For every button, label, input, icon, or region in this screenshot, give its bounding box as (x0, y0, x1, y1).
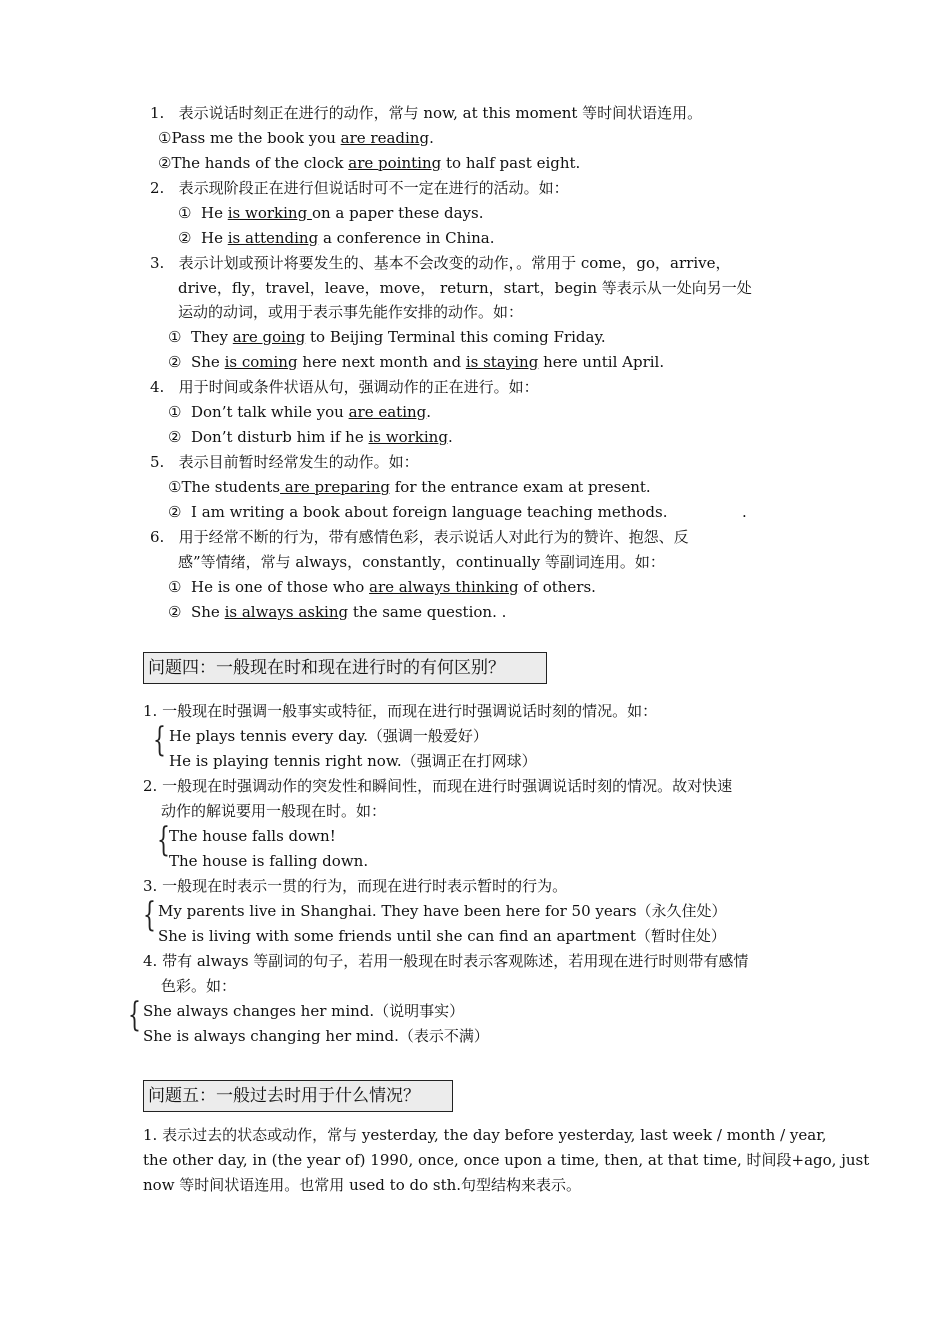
past-tense-usage: 1. 表示过去的状态或动作，常与 yesterday, the day before yesterday, last week / month / year, (143, 1126, 827, 1144)
section-heading: 问题五：一般过去时用于什么情况？ (143, 1080, 453, 1112)
circled-number: ① (168, 578, 182, 596)
underlined-verb: is always asking (224, 603, 349, 621)
example-text: He (201, 204, 228, 222)
example (168, 577, 596, 597)
example-text: the same question. . (348, 603, 507, 621)
usage-5 (150, 452, 419, 472)
underlined-verb: are always thinking (369, 578, 519, 596)
example: She is living with some friends until she can find an apartment（暂时住处） (158, 927, 726, 945)
usage-6 (150, 527, 689, 547)
usage-text: 用于经常不断的行为，带有感情色彩，表示说话人对此行为的赞许、抱怨、反 (178, 528, 689, 546)
example-text: here next month and (297, 353, 466, 371)
contrast-1: 1. 一般现在时强调一般事实或特征，而现在进行时强调说话时刻的情况。如： (143, 702, 658, 720)
example-text: He is one of those who (191, 578, 370, 596)
contrast-3: 3. 一般现在时表示一贯的行为，而现在进行时表示暂时的行为。 (143, 877, 568, 895)
example-text: Pass me the book you (171, 129, 341, 147)
item-number: 1. (150, 104, 165, 122)
example-text: to half past eight. (441, 154, 581, 172)
underlined-verb: is working (368, 428, 448, 446)
example-text: The students (181, 478, 281, 496)
example (168, 327, 606, 347)
underlined-verb: is coming (224, 353, 298, 371)
example-text: to Beijing Terminal this coming Friday. (305, 328, 606, 346)
underlined-verb: are reading (340, 129, 430, 147)
item-number: 2. (150, 179, 165, 197)
example-text: I am writing a book about foreign language teaching methods. (191, 503, 668, 521)
circled-number: ② (168, 353, 182, 371)
past-tense-usage-cont: now 等时间状语连用。也常用 used to do sth.句型结构来表示。 (143, 1176, 582, 1194)
underlined-verb: is attending (227, 229, 319, 247)
example-text: They (191, 328, 233, 346)
brace-icon: { (128, 995, 141, 1035)
circled-number: ① (168, 328, 182, 346)
underlined-verb: is working (227, 204, 312, 222)
usage-3 (150, 253, 731, 273)
example (158, 153, 580, 173)
contrast-4-cont: 色彩。如： (161, 977, 237, 995)
usage-3-cont: 运动的动词，或用于表示事先能作安排的动作。如： (178, 303, 524, 321)
section-heading: 问题四：一般现在时和现在进行时的有何区别？ (143, 652, 547, 684)
example (158, 128, 434, 148)
example (168, 427, 453, 447)
example-text: . (429, 129, 434, 147)
usage-1 (150, 103, 702, 123)
past-tense-usage-cont: the other day, in (the year of) 1990, once, once upon a time, then, at that time, 时间段+ago, just (143, 1151, 870, 1169)
usage-text: 表示目前暂时经常发生的动作。如： (178, 453, 419, 471)
item-number: 6. (150, 528, 165, 546)
example (168, 602, 506, 622)
brace-icon: { (153, 720, 166, 760)
example-text: Don’t disturb him if he (191, 428, 369, 446)
example (178, 228, 495, 248)
brace-icon: { (143, 895, 156, 935)
example (168, 502, 668, 522)
usage-text: 用于时间或条件状语从句，强调动作的正在进行。如： (178, 378, 539, 396)
usage-2 (150, 178, 569, 198)
example-text: He (201, 229, 228, 247)
usage-text: 表示现阶段正在进行但说话时可不一定在进行的活动。如： (178, 179, 569, 197)
example: He plays tennis every day.（强调一般爱好） (169, 727, 488, 745)
contrast-2: 2. 一般现在时强调动作的突发性和瞬间性，而现在进行时强调说话时刻的情况。故对快速 (143, 777, 733, 795)
trailing-dot: . (742, 503, 747, 521)
item-number: 4. (150, 378, 165, 396)
circled-number: ① (168, 478, 182, 496)
item-number: 5. (150, 453, 165, 471)
circled-number: ② (168, 603, 182, 621)
example (168, 477, 651, 497)
example: The house falls down! (169, 827, 336, 845)
example-text: She (191, 353, 225, 371)
usage-text: 表示说话时刻正在进行的动作，常与 now, at this moment 等时间状语连用。 (178, 104, 703, 122)
underlined-verb: are eating (348, 403, 427, 421)
circled-number: ② (158, 154, 172, 172)
example: The house is falling down. (169, 852, 369, 870)
example-text: here until April. (538, 353, 665, 371)
example (178, 203, 484, 223)
contrast-4: 4. 带有 always 等副词的句子，若用一般现在时表示客观陈述，若用现在进行时则带有感情 (143, 952, 749, 970)
example-text: for the entrance exam at present. (389, 478, 651, 496)
usage-3-cont: drive，fly，travel，leave，move， return，start，begin 等表示从一处向另一处 (178, 279, 752, 297)
underlined-verb: are preparing (280, 478, 390, 496)
usage-text: 表示计划或预计将要发生的、基本不会改变的动作，。常用于 come，go，arrive， (178, 254, 731, 272)
circled-number: ① (178, 204, 192, 222)
example-text: . (426, 403, 432, 421)
circled-number: ① (168, 403, 182, 421)
example-text: The hands of the clock (171, 154, 349, 172)
example-text: . (447, 428, 453, 446)
example: She always changes her mind.（说明事实） (143, 1002, 465, 1020)
underlined-verb: are pointing (348, 154, 442, 172)
example (168, 352, 664, 372)
example (168, 402, 431, 422)
example-text: on a paper these days. (311, 204, 484, 222)
circled-number: ① (158, 129, 172, 147)
circled-number: ② (168, 428, 182, 446)
circled-number: ② (168, 503, 182, 521)
usage-6-cont: 感”等情绪，常与 always，constantly，continually 等副词连用。如： (178, 553, 665, 571)
example-text: She (191, 603, 225, 621)
underlined-verb: are going (232, 328, 306, 346)
example-text: Don’t talk while you (191, 403, 349, 421)
brace-icon: { (157, 820, 170, 860)
usage-4 (150, 377, 539, 397)
underlined-verb: is staying (465, 353, 539, 371)
item-number: 3. (150, 254, 165, 272)
circled-number: ② (178, 229, 192, 247)
example-text: of others. (518, 578, 596, 596)
contrast-2-cont: 动作的解说要用一般现在时。如： (161, 802, 387, 820)
example: She is always changing her mind.（表示不满） (143, 1027, 489, 1045)
example: My parents live in Shanghai. They have been here for 50 years（永久住处） (158, 902, 727, 920)
example: He is playing tennis right now.（强调正在打网球） (169, 752, 537, 770)
example-text: a conference in China. (318, 229, 495, 247)
